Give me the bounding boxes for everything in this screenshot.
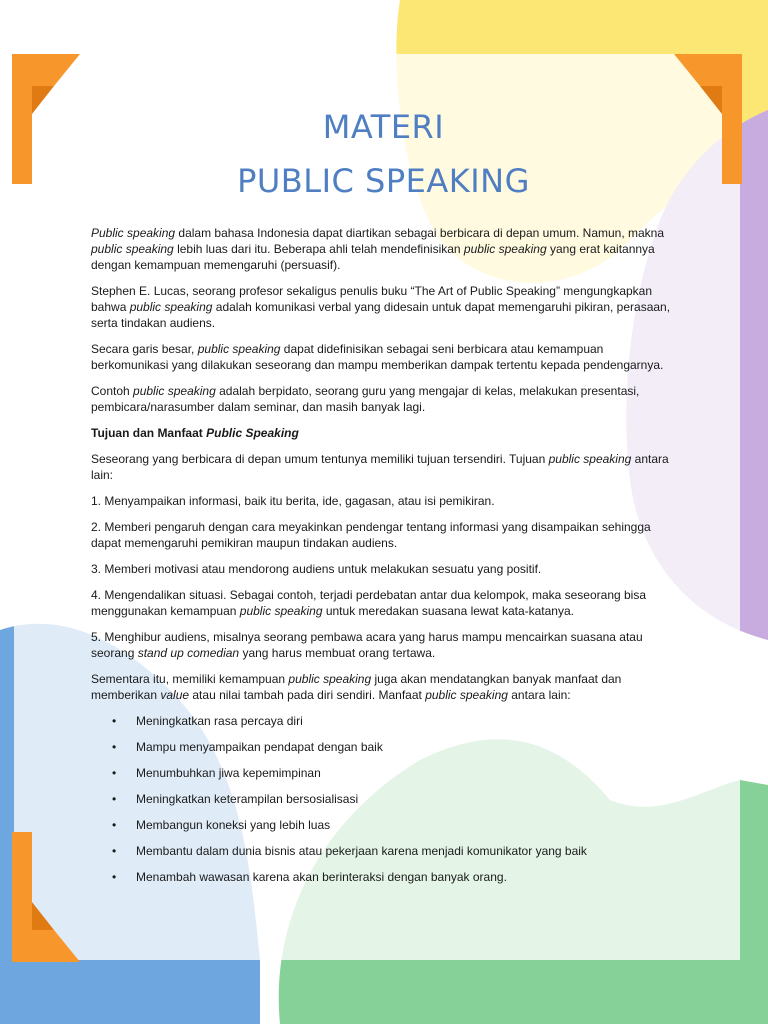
page-title — [91, 100, 676, 208]
goal-item: 1. Menyampaikan informasi, baik itu berita, ide, gagasan, atau isi pemikiran. — [91, 494, 495, 508]
bullet-icon: • — [112, 714, 117, 728]
benefits-list — [91, 713, 676, 885]
text: 4. Mengendalikan situasi. Sebagai contoh, terjadi perdebatan antar dua kelompok, maka seseorang bisa menggunakan kemampuan — [91, 588, 647, 618]
list-item — [91, 765, 676, 781]
text: yang harus membuat orang tertawa. — [239, 646, 436, 660]
text: yang erat kaitannya dengan kemampuan memengaruhi (persuasif). — [91, 242, 655, 272]
text: adalah berpidato, seorang guru yang mengajar di kelas, melakukan presentasi, pembicara/narasumber dalam seminar, dan masih banyak lagi. — [91, 384, 640, 414]
text: Sementara itu, memiliki kemampuan — [91, 672, 289, 686]
list-item — [91, 713, 676, 729]
term: public speaking — [425, 688, 508, 702]
goal-item: 3. Memberi motivasi atau mendorong audiens untuk melakukan sesuatu yang positif. — [91, 562, 542, 576]
list-item-text: Meningkatkan rasa percaya diri — [136, 714, 303, 728]
term: Public speaking — [91, 226, 176, 240]
paragraph-goals-intro — [91, 451, 676, 483]
heading-text: Tujuan dan Manfaat — [91, 426, 207, 440]
term: stand up comedian — [137, 646, 240, 660]
text: Seseorang yang berbicara di depan umum tentunya memiliki tujuan tersendiri. Tujuan — [91, 452, 549, 466]
paragraph-summary — [91, 341, 676, 373]
list-item-text: Membantu dalam dunia bisnis atau pekerjaan karena menjadi komunikator yang baik — [136, 844, 587, 858]
bullet-icon: • — [112, 870, 117, 884]
text: dapat didefinisikan sebagai seni berbicara atau kemampuan berkomunikasi yang dilakukan seseorang dan mampu memberikan dampak tertentu kepada pendengarnya. — [91, 342, 664, 372]
goal-item — [91, 587, 676, 619]
bullet-icon: • — [112, 844, 117, 858]
text: antara lain: — [91, 452, 669, 482]
goal-item — [91, 629, 676, 661]
text: lebih luas dari itu. Beberapa ahli telah mendefinisikan — [173, 242, 464, 256]
term: public speaking — [129, 300, 213, 314]
list-item — [91, 817, 676, 833]
corner-ornament-top-left — [12, 54, 82, 186]
paragraph-definition — [91, 225, 676, 273]
document-body — [91, 100, 676, 895]
term: public speaking — [239, 604, 323, 618]
bullet-icon: • — [112, 740, 117, 754]
paragraph-examples — [91, 383, 676, 415]
text: atau nilai tambah pada diri sendiri. Manfaat — [189, 688, 426, 702]
text: Stephen E. Lucas, seorang profesor sekaligus penulis buku “The Art of Public Speaking” mengungkapkan bahwa — [91, 284, 653, 314]
bullet-icon: • — [112, 792, 117, 806]
term: public speaking — [548, 452, 632, 466]
list-item — [91, 869, 676, 885]
corner-ornament-bottom-left — [12, 832, 82, 962]
list-item — [91, 843, 676, 859]
paragraph-benefits-intro — [91, 671, 676, 703]
list-item — [91, 739, 676, 755]
list-item-text: Meningkatkan keterampilan bersosialisasi — [136, 792, 359, 806]
text: Secara garis besar, — [91, 342, 198, 356]
text: juga akan mendatangkan banyak manfaat dan memberikan — [91, 672, 622, 702]
text: antara lain: — [507, 688, 571, 702]
term: public speaking — [288, 672, 372, 686]
list-item-text: Menumbuhkan jiwa kepemimpinan — [136, 766, 321, 780]
bullet-icon: • — [112, 766, 117, 780]
term: public speaking — [91, 242, 174, 256]
bullet-icon: • — [112, 818, 117, 832]
list-item — [91, 791, 676, 807]
term: public speaking — [197, 342, 281, 356]
heading-term: Public Speaking — [206, 426, 299, 440]
text: dalam bahasa Indonesia dapat diartikan sebagai berbicara di depan umum. Namun, makna — [175, 226, 665, 240]
section-heading — [91, 425, 676, 441]
title-line-2: PUBLIC SPEAKING — [237, 162, 530, 200]
goal-item: 2. Memberi pengaruh dengan cara meyakinkan pendengar tentang informasi yang disampaikan sehingga dapat memengaruhi pemikiran maupun tindakan audiens. — [91, 520, 651, 550]
paragraph-lucas — [91, 283, 676, 331]
list-item-text: Membangun koneksi yang lebih luas — [136, 818, 331, 832]
text: Contoh — [91, 384, 134, 398]
list-item-text: Menambah wawasan karena akan berinteraksi dengan banyak orang. — [136, 870, 507, 884]
text: untuk meredakan suasana lewat kata-katanya. — [322, 604, 574, 618]
list-item-text: Mampu menyampaikan pendapat dengan baik — [136, 740, 383, 754]
corner-ornament-top-right — [672, 54, 742, 186]
title-line-1: MATERI — [322, 108, 445, 146]
term: value — [160, 688, 190, 702]
goals-list — [91, 493, 676, 661]
text: adalah komunikasi verbal yang didesain untuk dapat memengaruhi pikiran, perasaan, serta tindakan audiens. — [91, 300, 671, 330]
term: public speaking — [133, 384, 216, 398]
text: 5. Menghibur audiens, misalnya seorang pembawa acara yang harus mampu mencairkan suasana atau seorang — [91, 630, 643, 660]
term: public speaking — [463, 242, 547, 256]
